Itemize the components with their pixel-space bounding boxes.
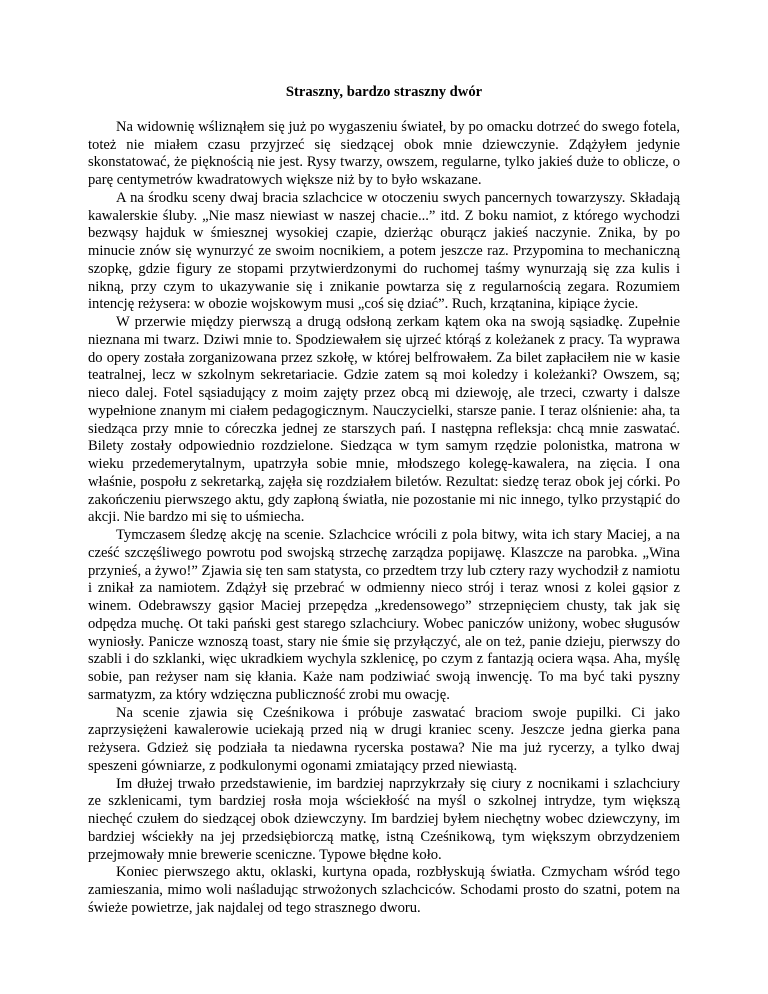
paragraph: W przerwie między pierwszą a drugą odsłoną zerkam kątem oka na swoją sąsiadkę. Zupełnie nieznana mi twarz. Dziwi mnie to. Spodziewałem się ujrzeć którąś z koleżanek z pracy. Ta wyprawa do opery została zorganizowana przez szkołę, w której belfrowałem. Za bilet zapłaciłem nie w kasie teatralnej, lecz w szkolnym sekretariacie. Gdzie zatem są moi koledzy i koleżanki? Owszem, są; nieco dalej. Fotel sąsiadujący z moim zajęty przez obcą mi dziewoję, ale trzeci, czwarty i dalsze wypełnione znanym mi ciałem pedagogicznym. Nauczycielki, starsze panie. I teraz olśnienie: aha, ta siedząca przy mnie to córeczka jednej ze starszych pań. I następna refleksja: chcą mnie zaswatać. Bilety zostały odpowiednio rozdzielone. Siedząca w tym samym rzędzie polonistka, matrona w wieku przedemerytalnym, upatrzyła sobie mnie, młodszego kolegę-kawalera, na zięcia. I ona właśnie, pospołu z sekretarką, zajęła się rozdziałem biletów. Rezultat: siedzę teraz obok jej córki. Po zakończeniu pierwszego aktu, gdy zapłoną światła, nie pozostanie mi nic innego, tylko przystąpić do akcji. Nie bardzo mi się to uśmiecha.: [88, 314, 680, 526]
paragraph: Na widownię wśliznąłem się już po wygaszeniu świateł, by po omacku dotrzeć do swego fotela, toteż nie miałem czasu przyjrzeć się siedzącej obok mnie dziewczynie. Zdążyłem jedynie skonstatować, że pięknością nie jest. Rysy twarzy, owszem, regularne, tylko jakieś duże to oblicze, o parę centymetrów kwadratowych większe niż by to było wskazane.: [88, 118, 680, 188]
document-page: [88, 84, 680, 918]
document-title: Straszny, bardzo straszny dwór: [285, 84, 483, 100]
paragraph: Im dłużej trwało przedstawienie, im bardziej naprzykrzały się ciury z nocnikami i szlachciury ze szklenicami, tym bardziej rosła moja wściekłość na myśl o szkolnej intrydze, tym większą niechęć czułem do siedzącej obok dziewczyny. Im bardziej byłem niechętny wobec dziewczyny, im bardziej wściekły na jej przedsiębiorczą matkę, istną Cześnikową, tym większym obrzydzeniem przejmowały mnie brewerie sceniczne. Typowe błędne koło.: [88, 775, 680, 863]
paragraph: A na środku sceny dwaj bracia szlachcice w otoczeniu swych pancernych towarzyszy. Składają kawalerskie śluby. „Nie masz niewiast w naszej chacie...” itd. Z boku namiot, z którego wychodzi bezwąsy hajduk w śmiesznej wysokiej czapie, dzierżąc oburącz jakieś naczynie. Znika, by po minucie znów się wynurzyć ze swoim nocnikiem, a potem jeszcze raz. Przypomina to mechaniczną szopkę, gdzie figury ze stopami przytwierdzonymi do ruchomej taśmy wynurzają się zza kulis i nikną, przy czym to ukazywanie się i znikanie powtarza się z regularnością zegara. Rozumiem intencję reżysera: w obozie wojskowym musi „coś się dziać”. Ruch, krzątanina, kipiące życie.: [88, 189, 680, 313]
paragraph: Koniec pierwszego aktu, oklaski, kurtyna opada, rozbłyskują światła. Czmycham wśród tego zamieszania, mimo woli naśladując strwożonych szlachciców. Schodami prosto do szatni, potem na świeże powietrze, jak najdalej od tego strasznego dworu.: [88, 864, 680, 916]
paragraph: Na scenie zjawia się Cześnikowa i próbuje zaswatać braciom swoje pupilki. Ci jako zaprzysiężeni kawalerowie uciekają przed nią w drugi kraniec sceny. Jeszcze jedna gierka pana reżysera. Gdzież się podziała ta niedawna rycerska postawa? Nie ma już rycerzy, a tylko dwaj speszeni gówniarze, z podkulonymi ogonami zmiatający przed niewiastą.: [88, 704, 680, 774]
paragraph: Tymczasem śledzę akcję na scenie. Szlachcice wrócili z pola bitwy, wita ich stary Maciej, a na cześć szczęśliwego powrotu pod swojską strzechę zarządza popijawę. Klaszcze na parobka. „Wina przynieś, a żywo!” Zjawia się ten sam statysta, co przedtem trzy lub cztery razy wychodził z namiotu i znikał za namiotem. Zdążył się przebrać w odmienny nieco strój i teraz wnosi z kolei gąsior z winem. Odebrawszy gąsior Maciej przepędza „kredensowego” strzepnięciem chusty, tak jak się odpędza muchę. Ot taki pański gest starego szlachciury. Wobec paniczów uniżony, wobec sługusów wyniosły. Panicze wznoszą toast, stary nie śmie się przyłączyć, ale on też, panie dzieju, pierwszy do szabli i do szklanki, więc ukradkiem wychyla szklenicę, po czym z fantazją ociera wąsa. Aha, myślę sobie, pan reżyser nam się kłania. Każe nam podziwiać swoją inwencję. To ma być taki pyszny sarmatyzm, za który wdzięczna publiczność zrobi mu owację.: [88, 527, 680, 703]
